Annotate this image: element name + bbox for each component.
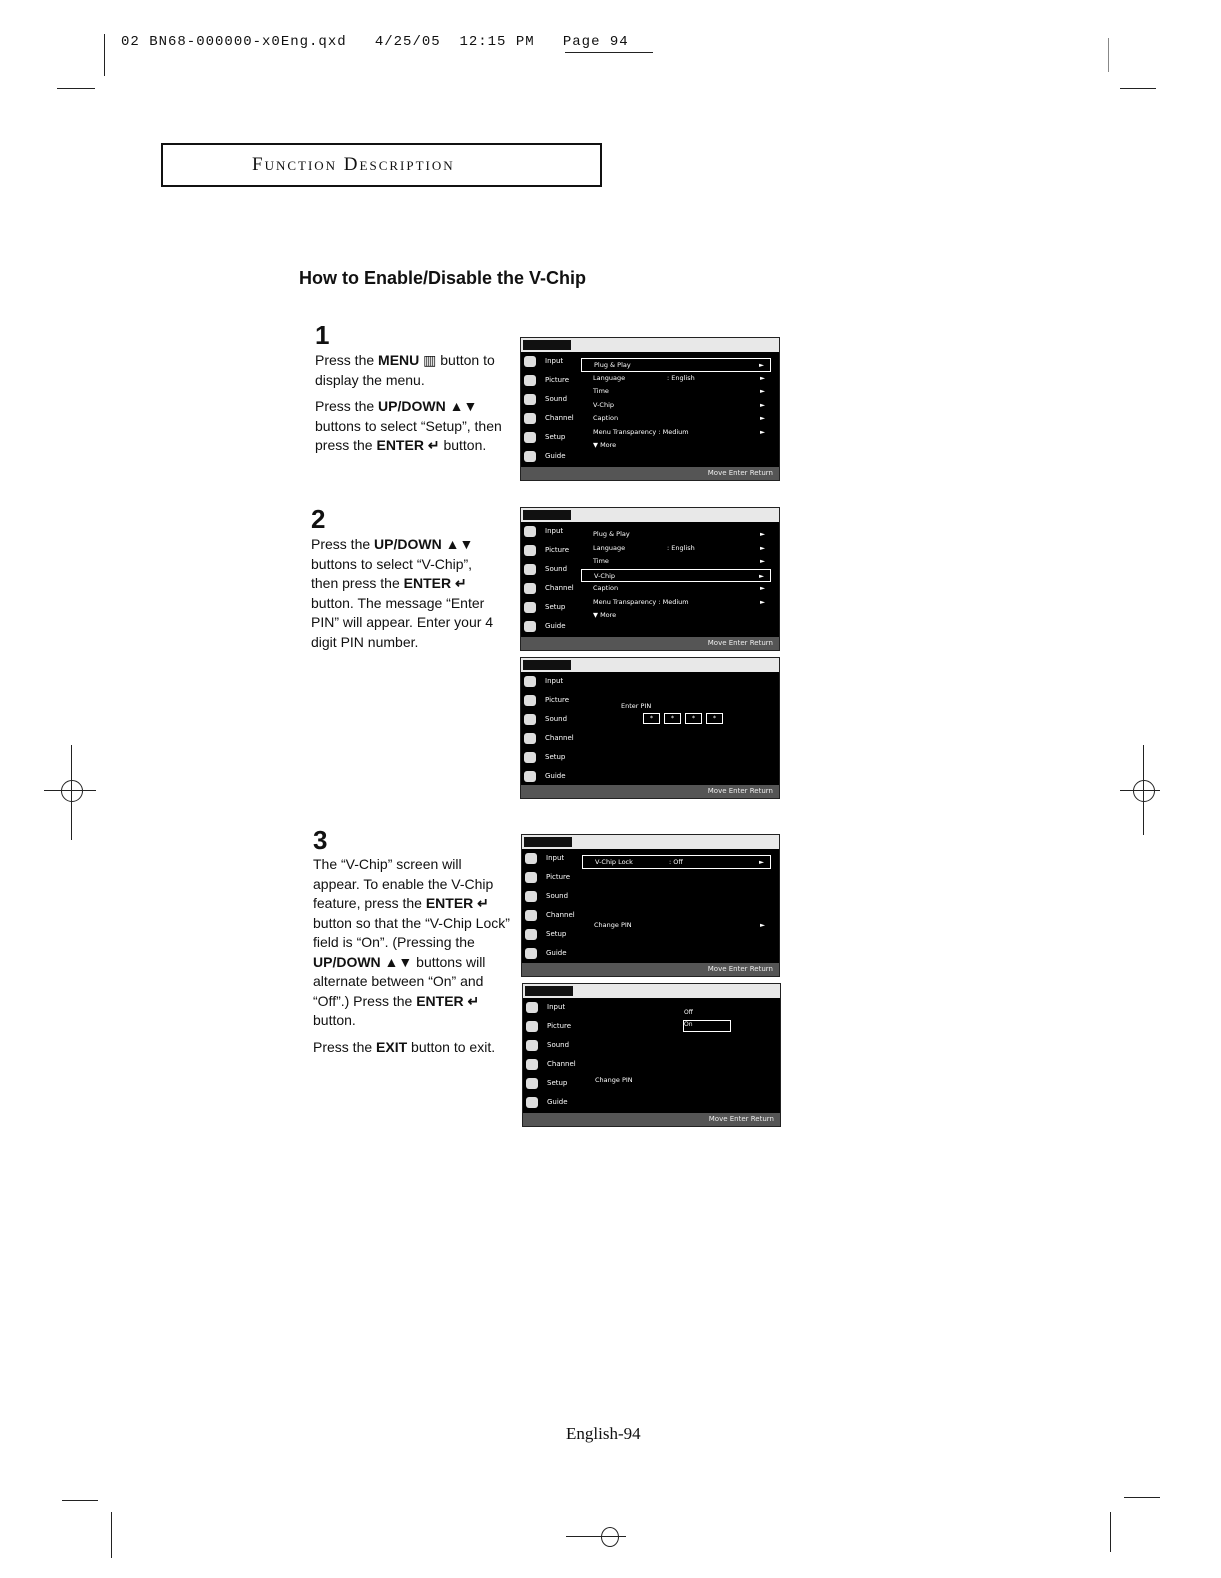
input-icon <box>524 526 536 537</box>
crop-mark <box>1120 88 1156 89</box>
screen-title-bar <box>521 508 779 522</box>
setup-menu-item <box>581 528 771 542</box>
button-name: MENU <box>378 352 420 368</box>
tv-sidebar-label: Guide <box>547 1098 568 1106</box>
setup-menu-list <box>581 528 771 623</box>
channel-icon <box>526 1059 538 1070</box>
instruction-text: button to exit. <box>407 1038 496 1055</box>
arrow-right-icon: ► <box>760 373 765 382</box>
screen-footer: Move Enter Return <box>521 637 779 650</box>
guide-icon <box>524 451 536 462</box>
arrow-right-icon: ► <box>759 361 764 369</box>
instruction-text: Press the <box>311 536 375 552</box>
setup-icon <box>525 929 537 940</box>
step-number: 3 <box>313 825 328 855</box>
instruction-text: button. The message “Enter PIN” will appear. Enter your 4 digit PIN number. <box>311 594 494 650</box>
arrow-right-icon: ► <box>760 557 765 565</box>
tv-setup-menu-screen <box>520 337 780 481</box>
button-name: ENTER ↵ <box>425 895 489 911</box>
sound-icon <box>524 394 536 405</box>
setup-menu-item <box>581 385 771 399</box>
pin-digit-box: * <box>706 713 723 724</box>
button-name: ENTER ↵ <box>403 575 467 591</box>
arrow-right-icon: ► <box>760 597 765 606</box>
setup-menu-item <box>581 582 771 596</box>
tv-sidebar-item <box>521 390 579 409</box>
tv-sidebar-label: Channel <box>545 414 574 422</box>
sound-icon <box>524 714 536 725</box>
setup-icon <box>524 602 536 613</box>
tv-sidebar-item <box>521 579 579 598</box>
picture-icon <box>524 545 536 556</box>
button-name: UP/DOWN ▲▼ <box>378 398 478 414</box>
change-pin-label: Change PIN <box>595 1076 633 1084</box>
setup-menu-item <box>581 358 771 372</box>
menu-item-label: Plug & Play <box>593 530 630 538</box>
arrow-right-icon: ► <box>759 858 764 866</box>
arrow-right-icon: ► <box>760 427 765 436</box>
menu-item-label: Menu Transparency : Medium <box>593 427 689 436</box>
tv-sidebar-label: Input <box>547 1003 566 1011</box>
instruction-text: buttons to select “Setup”, then press the <box>315 417 502 453</box>
screen-footer: Move Enter Return <box>523 1113 780 1126</box>
screen-footer: Move Enter Return <box>522 963 779 976</box>
tv-sidebar-item <box>521 447 579 466</box>
tv-sidebar-label: Setup <box>545 753 566 761</box>
tv-sidebar-item <box>521 710 579 729</box>
crop-mark <box>1110 1512 1111 1552</box>
step-number: 1 <box>315 320 330 350</box>
setup-menu-list <box>581 358 771 453</box>
setup-menu-item <box>581 426 771 440</box>
tv-sidebar-label: Input <box>545 527 564 535</box>
change-pin-label: Change PIN <box>594 920 632 929</box>
menu-item-label: Menu Transparency : Medium <box>593 597 689 606</box>
menu-item-label: Caption <box>593 414 619 422</box>
menu-item-label: ▼ More <box>593 441 617 449</box>
arrow-right-icon: ► <box>760 414 765 422</box>
button-name: EXIT <box>376 1038 408 1055</box>
instruction-text: Press the <box>313 1038 377 1055</box>
instruction-paragraph <box>315 351 505 390</box>
tv-sidebar-label: Input <box>546 854 565 862</box>
pin-digit-box: * <box>643 713 660 724</box>
tv-sidebar <box>521 352 579 466</box>
tv-sidebar <box>523 998 581 1112</box>
vchip-lock-row <box>582 855 771 869</box>
tv-sidebar-item <box>523 1074 581 1093</box>
tv-sidebar-item <box>522 868 580 887</box>
input-icon <box>525 853 537 864</box>
instruction-text: button so that the “V-Chip Lock” field is “On”. (Pressing the <box>313 914 510 950</box>
picture-icon <box>524 375 536 386</box>
tv-sidebar-label: Channel <box>547 1060 576 1068</box>
screen-footer: Move Enter Return <box>521 467 779 480</box>
tv-sidebar-label: Channel <box>545 584 574 592</box>
tv-sidebar-label: Guide <box>545 452 566 460</box>
channel-icon <box>525 910 537 921</box>
menu-item-label: V-Chip <box>594 571 616 580</box>
setup-menu-item <box>581 555 771 569</box>
tv-sidebar-label: Picture <box>545 546 570 554</box>
sound-icon <box>526 1040 538 1051</box>
picture-icon <box>526 1021 538 1032</box>
pin-entry-boxes <box>643 713 723 724</box>
screen-footer: Move Enter Return <box>521 785 779 798</box>
instruction-text: The “V-Chip” screen will appear. To enable the V-Chip feature, press the <box>313 856 494 911</box>
setup-menu-item <box>581 399 771 413</box>
instruction-paragraph <box>313 1038 511 1058</box>
arrow-right-icon: ► <box>760 530 765 538</box>
screen-title-bar <box>523 984 780 998</box>
tv-sidebar-item <box>521 748 579 767</box>
tv-sidebar-label: Sound <box>545 565 568 573</box>
button-name: ENTER ↵ <box>376 437 440 453</box>
crop-mark <box>1108 38 1109 72</box>
change-pin-row <box>582 919 771 933</box>
tv-sidebar-item <box>522 925 580 944</box>
page-heading: How to Enable/Disable the V-Chip <box>299 268 587 288</box>
crop-mark <box>111 1512 112 1558</box>
menu-item-label: V-Chip <box>593 400 615 409</box>
sound-icon <box>525 891 537 902</box>
vchip-menu-list <box>582 855 771 932</box>
step-instructions <box>313 855 511 1064</box>
screen-title-bar <box>521 338 779 352</box>
tv-sidebar-item <box>521 541 579 560</box>
section-title: Function Description <box>252 154 455 175</box>
tv-sidebar <box>522 849 580 962</box>
tv-sidebar-item <box>521 729 579 748</box>
pin-digit-box: * <box>685 713 702 724</box>
tv-sidebar <box>521 522 579 636</box>
menu-item-value: : English <box>667 373 695 382</box>
setup-menu-item <box>581 412 771 426</box>
tv-sidebar-item <box>523 1017 581 1036</box>
crop-mark <box>57 88 95 89</box>
menu-item-value: : English <box>667 543 695 552</box>
arrow-right-icon: ► <box>760 543 765 552</box>
tv-sidebar-label: Picture <box>547 1022 572 1030</box>
input-icon <box>524 676 536 687</box>
crop-mark <box>1124 1497 1160 1498</box>
instruction-paragraph <box>313 855 511 1031</box>
instruction-text: Press the <box>315 352 379 368</box>
setup-menu-item <box>581 609 771 623</box>
button-name: UP/DOWN ▲▼ <box>374 536 474 552</box>
crop-mark <box>565 52 653 53</box>
tv-sidebar-item <box>521 767 579 786</box>
setup-menu-item <box>581 596 771 610</box>
tv-sidebar-item <box>521 428 579 447</box>
vchip-lock-label: V-Chip Lock <box>595 858 633 866</box>
setup-menu-item <box>581 439 771 453</box>
page-number: English-94 <box>566 1424 641 1443</box>
menu-item-label: Language <box>593 543 626 552</box>
tv-sidebar-item <box>523 1036 581 1055</box>
picture-icon <box>524 695 536 706</box>
crop-mark <box>104 34 105 76</box>
arrow-right-icon: ► <box>760 584 765 592</box>
setup-icon <box>526 1078 538 1089</box>
tv-sidebar-item <box>522 887 580 906</box>
tv-sidebar-label: Channel <box>546 911 575 919</box>
registration-mark <box>601 1527 619 1547</box>
arrow-right-icon: ► <box>760 387 765 395</box>
tv-sidebar-label: Setup <box>546 930 567 938</box>
menu-item-label: Plug & Play <box>594 361 631 369</box>
menu-item-label: Time <box>593 557 609 565</box>
tv-sidebar-item <box>521 522 579 541</box>
setup-icon <box>524 432 536 443</box>
setup-icon <box>524 752 536 763</box>
tv-sidebar-label: Sound <box>545 715 568 723</box>
print-slug: 02 BN68-000000-x0Eng.qxd 4/25/05 12:15 PM Page 94 <box>121 34 629 50</box>
instruction-text: ▥ button to display the menu. <box>315 352 495 388</box>
tv-sidebar-label: Setup <box>545 433 566 441</box>
tv-sidebar-label: Guide <box>546 949 567 957</box>
input-icon <box>524 356 536 367</box>
tv-sidebar-label: Picture <box>545 376 570 384</box>
tv-vchip-screen <box>521 834 780 977</box>
step-instructions <box>311 535 501 659</box>
arrow-right-icon: ► <box>760 400 765 409</box>
menu-item-label: Language <box>593 373 626 382</box>
tv-enter-pin-screen <box>520 657 780 799</box>
tv-sidebar-item <box>522 906 580 925</box>
setup-menu-item <box>581 569 771 583</box>
tv-setup-menu-screen <box>520 507 780 651</box>
step-instructions <box>315 351 505 463</box>
pin-digit-box: * <box>664 713 681 724</box>
tv-sidebar-item <box>521 352 579 371</box>
registration-mark <box>1133 780 1155 802</box>
input-icon <box>526 1002 538 1013</box>
enter-pin-label: Enter PIN <box>621 702 652 710</box>
tv-sidebar-item <box>523 998 581 1017</box>
step-number: 2 <box>311 504 326 534</box>
option-off: Off <box>684 1009 693 1016</box>
button-name: UP/DOWN ▲▼ <box>313 953 413 970</box>
vchip-lock-value: : Off <box>669 858 683 866</box>
tv-sidebar <box>521 672 579 784</box>
setup-menu-item <box>581 372 771 386</box>
instruction-paragraph <box>311 535 501 652</box>
tv-sidebar-item <box>521 617 579 636</box>
tv-sidebar-label: Channel <box>545 734 574 742</box>
tv-sidebar-item <box>523 1055 581 1074</box>
instruction-text: button. <box>313 1012 356 1028</box>
arrow-right-icon: ► <box>759 571 764 580</box>
instruction-text: buttons to select “V-Chip”, then press the <box>311 555 473 591</box>
channel-icon <box>524 733 536 744</box>
sound-icon <box>524 564 536 575</box>
channel-icon <box>524 413 536 424</box>
menu-item-label: ▼ More <box>593 611 617 619</box>
tv-sidebar-label: Guide <box>545 772 566 780</box>
screen-title-bar <box>522 835 779 849</box>
instruction-text: button. <box>439 437 487 453</box>
tv-vchip-popup-screen <box>522 983 781 1127</box>
tv-sidebar-item <box>521 409 579 428</box>
tv-sidebar-item <box>521 672 579 691</box>
tv-sidebar-label: Guide <box>545 622 566 630</box>
tv-sidebar-label: Sound <box>547 1041 570 1049</box>
tv-sidebar-label: Sound <box>545 395 568 403</box>
tv-sidebar-item <box>522 849 580 868</box>
picture-icon <box>525 872 537 883</box>
menu-item-label: Caption <box>593 584 619 592</box>
guide-icon <box>524 621 536 632</box>
tv-sidebar-item <box>523 1093 581 1112</box>
tv-sidebar-item <box>521 371 579 390</box>
crop-mark <box>62 1500 98 1501</box>
tv-sidebar-item <box>521 560 579 579</box>
option-on: On <box>683 1020 731 1032</box>
tv-sidebar-item <box>521 691 579 710</box>
guide-icon <box>525 948 537 959</box>
tv-sidebar-label: Sound <box>546 892 569 900</box>
tv-sidebar-label: Input <box>545 357 564 365</box>
tv-sidebar-label: Input <box>545 677 564 685</box>
tv-sidebar-label: Setup <box>547 1079 568 1087</box>
channel-icon <box>524 583 536 594</box>
registration-mark <box>61 780 83 802</box>
setup-menu-item <box>581 542 771 556</box>
guide-icon <box>526 1097 538 1108</box>
instruction-paragraph <box>315 397 505 456</box>
tv-sidebar-label: Picture <box>546 873 571 881</box>
tv-sidebar-item <box>521 598 579 617</box>
tv-sidebar-label: Setup <box>545 603 566 611</box>
instruction-text: Press the <box>315 398 379 414</box>
menu-item-label: Time <box>593 387 609 395</box>
guide-icon <box>524 771 536 782</box>
screen-title-bar <box>521 658 779 672</box>
tv-sidebar-label: Picture <box>545 696 570 704</box>
tv-sidebar-item <box>522 944 580 963</box>
arrow-right-icon: ► <box>760 920 765 929</box>
button-name: ENTER ↵ <box>416 992 480 1009</box>
instruction-text: buttons will alternate between “On” and “Off”.) Press the <box>313 953 486 1009</box>
